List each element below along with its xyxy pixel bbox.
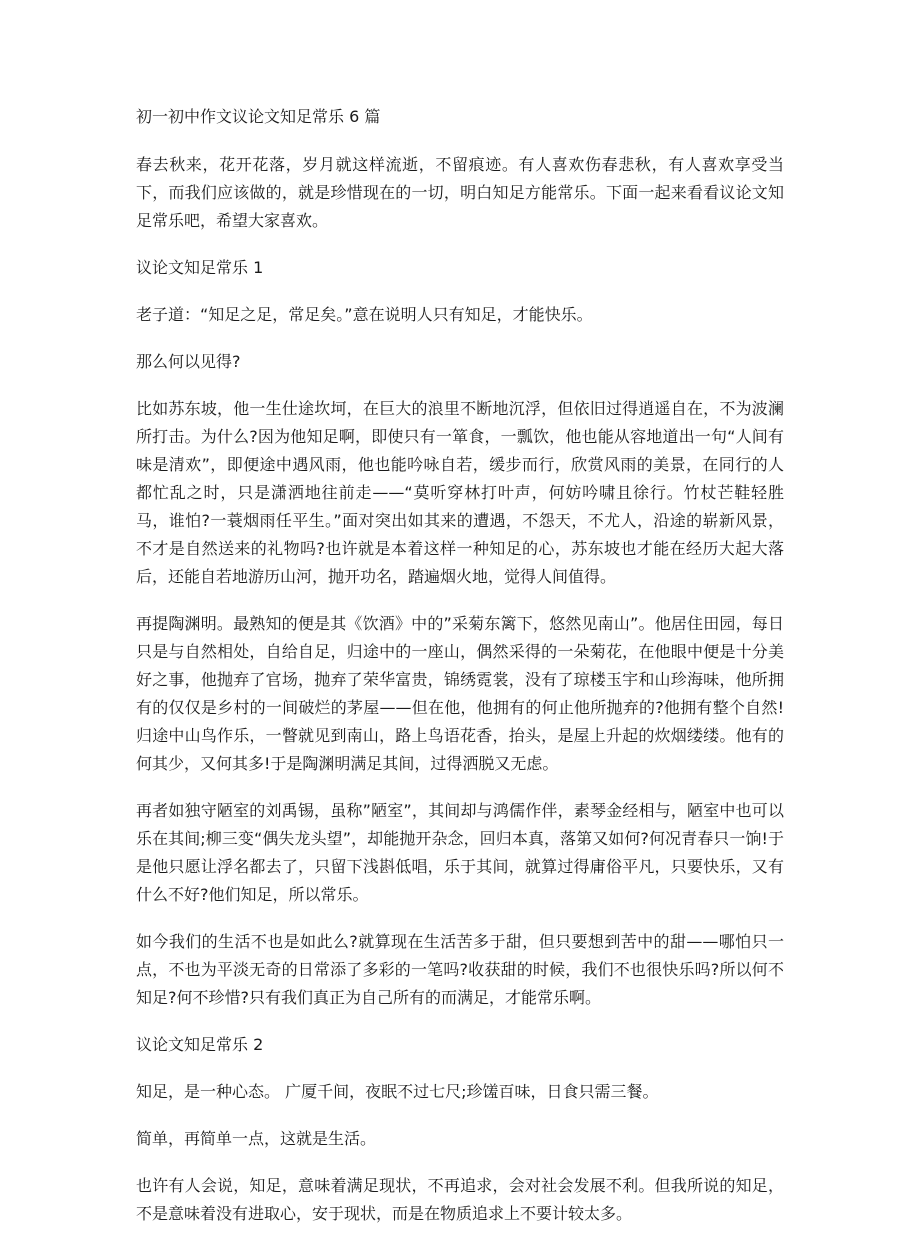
paragraph: 简单，再简单一点，这就是生活。 (136, 1129, 377, 1148)
document-page (136, 102, 784, 1247)
intro-paragraph: 春去秋来，花开花落，岁月就这样流逝，不留痕迹。有人喜欢伤春悲秋，有人喜欢享受当下，而我们应该做的，就是珍惜现在的一切，明白知足方能常乐。下面一起来看看议论文知足常乐吧，希望大家喜欢。 (136, 155, 784, 230)
paragraph: 老子道：“知足之足，常足矣。”意在说明人只有知足，才能快乐。 (136, 305, 593, 324)
section-heading-1: 议论文知足常乐 1 (136, 258, 264, 277)
paragraph: 如今我们的生活不也是如此么?就算现在生活苦多于甜，但只要想到苦中的甜——哪怕只一点，不也为平淡无奇的日常添了多彩的一笔吗?收获甜的时候，我们不也很快乐吗?所以何不知足?何不珍惜?只有我们真正为自己所有的而满足，才能常乐啊。 (136, 932, 784, 1007)
paragraph: 比如苏东坡，他一生仕途坎坷，在巨大的浪里不断地沉浮，但依旧过得逍遥自在，不为波澜所打击。为什么?因为他知足啊，即使只有一箪食，一瓢饮，他也能从容地道出一句“人间有味是清欢”，即便途中遇风雨，他也能吟咏自若，缓步而行，欣赏风雨的美景，在同行的人都忙乱之时，只是潇洒地往前走——“莫听穿林打叶声，何妨吟啸且徐行。竹杖芒鞋轻胜马，谁怕?一蓑烟雨任平生。”面对突出如其来的遭遇，不怨天，不尤人，沿途的崭新风景，不才是自然送来的礼物吗?也许就是本着这样一种知足的心，苏东坡也才能在经历大起大落后，还能自若地游历山河，抛开功名，踏遍烟火地，觉得人间值得。 (136, 399, 784, 586)
paragraph: 再提陶渊明。最熟知的便是其《饮酒》中的”采菊东篱下，悠然见南山”。他居住田园，每日只是与自然相处，自给自足，归途中的一座山，偶然采得的一朵菊花，在他眼中便是十分美好之事，他抛弃了官场，抛弃了荣华富贵，锦绣霓裳，没有了琼楼玉宇和山珍海味，他所拥有的仅仅是乡村的一间破烂的茅屋——但在他，他拥有的何止他所抛弃的?他拥有整个自然!归途中山鸟作乐，一瞥就见到南山，路上鸟语花香，抬头，是屋上升起的炊烟缕缕。他有的何其少，又何其多!于是陶渊明满足其间，过得洒脱又无虑。 (136, 614, 784, 773)
paragraph: 那么何以见得? (136, 352, 241, 371)
paragraph: 知足，是一种心态。 广厦千间，夜眠不过七尺;珍馐百味，日食只需三餐。 (136, 1082, 659, 1101)
paragraph: 再者如独守陋室的刘禹锡，虽称”陋室”，其间却与鸿儒作伴，素琴金经相与，陋室中也可以乐在其间;柳三变“偶失龙头望”，却能抛开杂念，回归本真，落第又如何?何况青春只一饷!于是他只愿让浮名都去了，只留下浅斟低唱，乐于其间，就算过得庸俗平凡，只要快乐，又有什么不好?他们知足，所以常乐。 (136, 801, 784, 904)
paragraph: 也许有人会说，知足，意味着满足现状，不再追求，会对社会发展不利。但我所说的知足，不是意味着没有进取心，安于现状，而是在物质追求上不要计较太多。 (136, 1176, 784, 1223)
section-heading-2: 议论文知足常乐 2 (136, 1035, 264, 1054)
document-title: 初一初中作文议论文知足常乐 6 篇 (136, 107, 381, 126)
